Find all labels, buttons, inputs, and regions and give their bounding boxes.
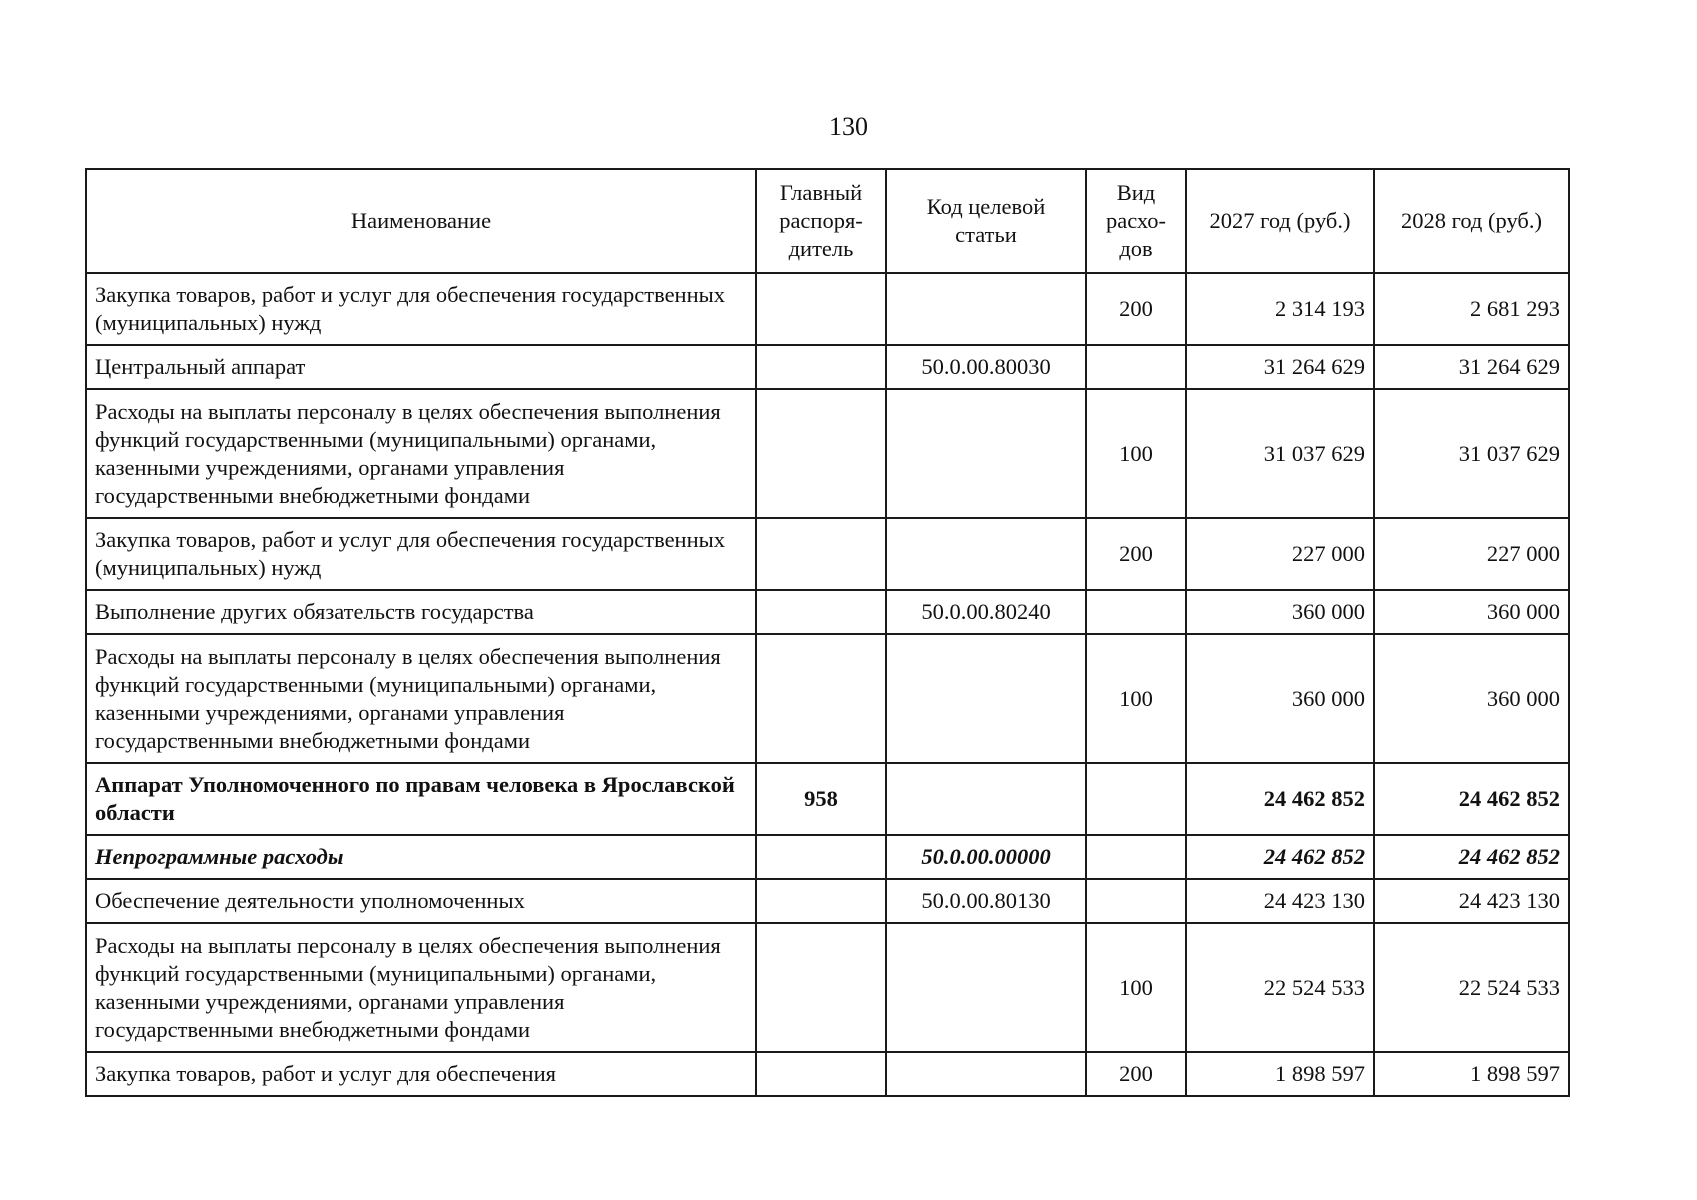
table-row: [86, 590, 1569, 634]
cell-name: Закупка товаров, работ и услуг для обеспечения государственных (муниципальных) нужд: [86, 518, 756, 590]
cell-code: [886, 389, 1086, 518]
cell-2028: 24 462 852: [1374, 835, 1569, 879]
table-row: [86, 634, 1569, 763]
cell-2028: 24 462 852: [1374, 763, 1569, 835]
cell-manager: [756, 389, 886, 518]
cell-2028: 360 000: [1374, 590, 1569, 634]
table-header-row: [86, 169, 1569, 273]
cell-manager: [756, 590, 886, 634]
cell-manager: [756, 518, 886, 590]
cell-2027: 360 000: [1186, 590, 1374, 634]
cell-manager: [756, 345, 886, 389]
cell-type: 100: [1086, 923, 1186, 1052]
table-row: [86, 835, 1569, 879]
cell-code: 50.0.00.80240: [886, 590, 1086, 634]
cell-type: [1086, 345, 1186, 389]
cell-code: [886, 634, 1086, 763]
cell-type: [1086, 763, 1186, 835]
cell-code: [886, 518, 1086, 590]
header-name: Наименование: [86, 169, 756, 273]
cell-manager: [756, 273, 886, 345]
cell-type: 100: [1086, 634, 1186, 763]
cell-name: Выполнение других обязательств государства: [86, 590, 756, 634]
cell-code: [886, 763, 1086, 835]
cell-name: Закупка товаров, работ и услуг для обеспечения государственных (муниципальных) нужд: [86, 273, 756, 345]
cell-manager: [756, 634, 886, 763]
cell-2027: 24 462 852: [1186, 835, 1374, 879]
cell-code: [886, 1052, 1086, 1096]
cell-type: [1086, 879, 1186, 923]
cell-code: [886, 273, 1086, 345]
cell-type: [1086, 590, 1186, 634]
cell-code: [886, 923, 1086, 1052]
cell-code: 50.0.00.00000: [886, 835, 1086, 879]
cell-name: Расходы на выплаты персоналу в целях обеспечения выполнения функций государственными (муниципальными) органами, казенными учреждениями, органами управления государственными внебюджетными фондами: [86, 923, 756, 1052]
cell-2028: 1 898 597: [1374, 1052, 1569, 1096]
cell-2027: 360 000: [1186, 634, 1374, 763]
cell-2028: 31 037 629: [1374, 389, 1569, 518]
header-code: Код целевой статьи: [886, 169, 1086, 273]
cell-name: Непрограммные расходы: [86, 835, 756, 879]
cell-2028: 22 524 533: [1374, 923, 1569, 1052]
cell-2028: 2 681 293: [1374, 273, 1569, 345]
header-2028: 2028 год (руб.): [1374, 169, 1569, 273]
cell-name: Закупка товаров, работ и услуг для обеспечения: [86, 1052, 756, 1096]
cell-type: [1086, 835, 1186, 879]
cell-2028: 227 000: [1374, 518, 1569, 590]
table-row: [86, 518, 1569, 590]
cell-name: Аппарат Уполномоченного по правам человека в Ярославской области: [86, 763, 756, 835]
header-2027: 2027 год (руб.): [1186, 169, 1374, 273]
cell-2027: 31 037 629: [1186, 389, 1374, 518]
header-type: Вид расхо-дов: [1086, 169, 1186, 273]
cell-manager: [756, 1052, 886, 1096]
table-row: [86, 879, 1569, 923]
cell-type: 200: [1086, 273, 1186, 345]
table-row: [86, 763, 1569, 835]
cell-name: Расходы на выплаты персоналу в целях обеспечения выполнения функций государственными (муниципальными) органами, казенными учреждениями, органами управления государственными внебюджетными фондами: [86, 389, 756, 518]
cell-2028: 360 000: [1374, 634, 1569, 763]
cell-code: 50.0.00.80130: [886, 879, 1086, 923]
table-row: [86, 273, 1569, 345]
table-row: [86, 345, 1569, 389]
table-row: [86, 923, 1569, 1052]
cell-name: Обеспечение деятельности уполномоченных: [86, 879, 756, 923]
cell-type: 200: [1086, 518, 1186, 590]
cell-name: Расходы на выплаты персоналу в целях обеспечения выполнения функций государственными (муниципальными) органами, казенными учреждениями, органами управления государственными внебюджетными фондами: [86, 634, 756, 763]
cell-manager: [756, 923, 886, 1052]
cell-2028: 24 423 130: [1374, 879, 1569, 923]
cell-name: Центральный аппарат: [86, 345, 756, 389]
cell-2027: 227 000: [1186, 518, 1374, 590]
cell-2027: 22 524 533: [1186, 923, 1374, 1052]
cell-manager: 958: [756, 763, 886, 835]
cell-2027: 2 314 193: [1186, 273, 1374, 345]
cell-2027: 24 423 130: [1186, 879, 1374, 923]
page-number: 130: [829, 112, 868, 141]
cell-2028: 31 264 629: [1374, 345, 1569, 389]
cell-2027: 1 898 597: [1186, 1052, 1374, 1096]
header-manager: Главный распоря-дитель: [756, 169, 886, 273]
cell-2027: 24 462 852: [1186, 763, 1374, 835]
cell-manager: [756, 835, 886, 879]
cell-2027: 31 264 629: [1186, 345, 1374, 389]
cell-type: 200: [1086, 1052, 1186, 1096]
cell-code: 50.0.00.80030: [886, 345, 1086, 389]
table-row: [86, 1052, 1569, 1096]
cell-manager: [756, 879, 886, 923]
table-row: [86, 389, 1569, 518]
budget-table: [85, 168, 1570, 1097]
cell-type: 100: [1086, 389, 1186, 518]
